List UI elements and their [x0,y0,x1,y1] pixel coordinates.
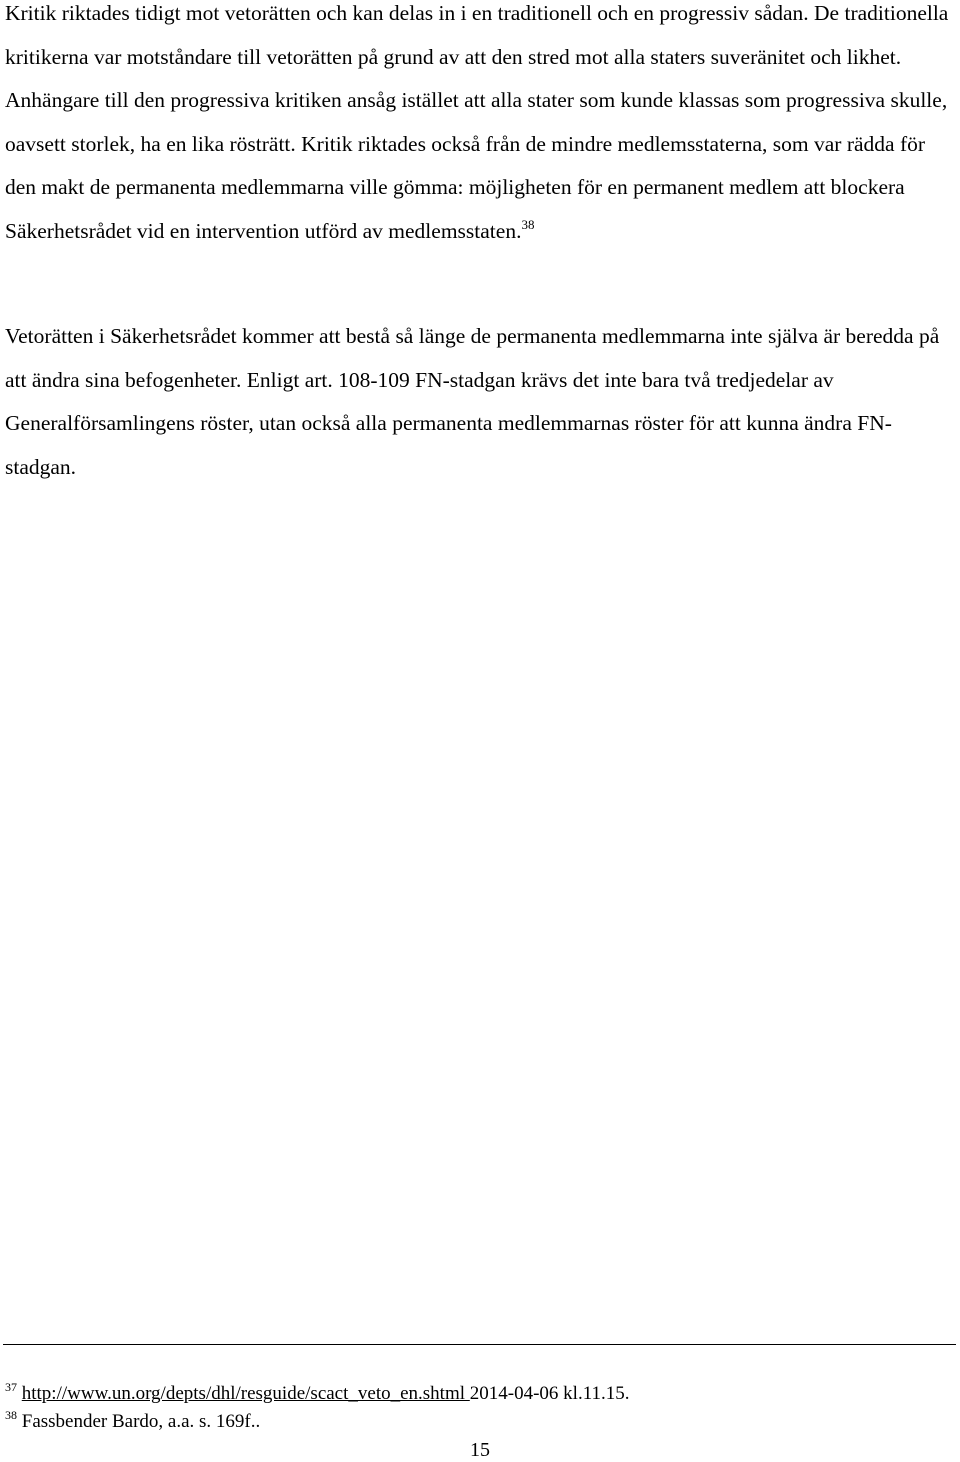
footnote [5,1382,630,1406]
body-paragraph [5,315,953,489]
footnote-link[interactable]: http://www.un.org/depts/dhl/resguide/scact_veto_en.shtml [21,1383,470,1404]
page-number: 15 [470,1439,490,1461]
body-paragraph [5,0,953,254]
footnote-text: 2014-04-06 kl.11.15. [469,1383,630,1404]
footnote [5,1410,260,1434]
footnote-number: 38 [5,1408,17,1422]
footnote-text: Fassbender Bardo, a.a. s. 169f.. [21,1411,261,1432]
paragraph-text: Vetorätten i Säkerhetsrådet kommer att bestå så länge de permanenta medlemmarna inte själva är beredda på att ändra sina befogenheter. Enligt art. 108-109 FN-stadgan krävs det inte bara två tredjedelar av Generalförsamlingens röster, utan också alla permanenta medlemmarnas röster för att kunna ändra FN-stadgan. [5,324,940,479]
paragraph-text: Kritik riktades tidigt mot vetorätten och kan delas in i en traditionell och en progressiv sådan. De traditionella kritikerna var motståndare till vetorätten på grund av att den stred mot alla staters suveränitet och likhet. Anhängare till den progressiva kritiken ansåg istället att alla stater som kunde klassas som progressiva skulle, oavsett storlek, ha en lika rösträtt. Kritik riktades också från de mindre medlemsstaterna, som var rädda för den makt de permanenta medlemmarna ville gömma: möjligheten för en permanent medlem att blockera Säkerhetsrådet vid en intervention utförd av medlemsstaten. [5,1,949,243]
footnote-separator [3,1344,956,1345]
footnote-reference[interactable]: 38 [521,216,535,232]
footnote-number: 37 [5,1380,17,1394]
